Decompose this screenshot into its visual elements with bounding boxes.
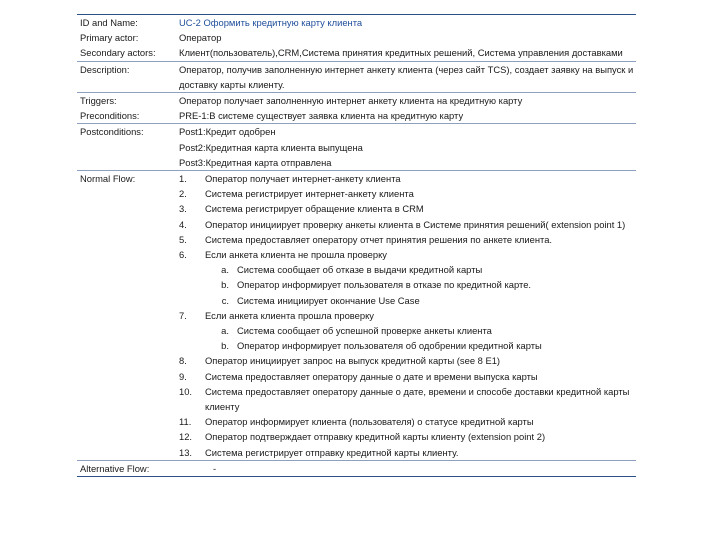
step-number: 13. (179, 446, 193, 458)
row-normal-flow (77, 171, 636, 461)
flow-step (179, 369, 636, 384)
flow-step (179, 414, 636, 429)
use-case-table (77, 14, 636, 477)
flow-step (179, 247, 636, 262)
postcondition-1: Post1:Кредит одобрен (179, 126, 276, 138)
flow-step (179, 217, 636, 232)
step-text: Система сообщает об отказе в выдачи кредитной карты (237, 264, 483, 276)
postcondition-3: Post3:Кредитная карта отправлена (179, 156, 332, 168)
step-text: Система инициирует окончание Use Case (237, 294, 420, 306)
step-number: a. (221, 264, 229, 276)
normal-flow-steps (179, 171, 636, 460)
step-text: Оператор подтверждает отправку кредитной карты клиенту (extension point 2) (205, 431, 546, 443)
value-preconditions: PRE-1:В системе существует заявка клиента на кредитную карту (179, 110, 464, 122)
step-number: 12. (179, 431, 193, 443)
step-text: Система сообщает об успешной проверке анкеты клиента (237, 325, 492, 337)
step-text: Система регистрирует интернет-анкету клиента (205, 188, 414, 200)
step-number: 4. (179, 218, 187, 230)
row-alternative-flow (77, 460, 636, 476)
row-primary-actor (77, 30, 636, 45)
label-secondary-actors: Secondary actors: (80, 47, 156, 59)
flow-substep (179, 293, 636, 308)
label-id: ID and Name: (77, 15, 176, 31)
row-secondary-actors (77, 45, 636, 61)
alternative-flow-value: - (213, 462, 217, 474)
step-text: Если анкета клиента не прошла проверку (205, 249, 387, 261)
flow-step (179, 445, 636, 460)
step-number: 7. (179, 309, 187, 321)
flow-step (179, 201, 636, 216)
flow-step (179, 353, 636, 368)
flow-step (179, 232, 636, 247)
step-text: Если анкета клиента прошла проверку (205, 309, 374, 321)
use-case-document (77, 14, 636, 477)
flow-step (179, 384, 636, 414)
flow-step (179, 308, 636, 323)
step-number: 8. (179, 355, 187, 367)
flow-substep (179, 323, 636, 338)
step-text: Оператор информирует клиента (пользователя) о статусе кредитной карты (205, 416, 534, 428)
row-preconditions (77, 108, 636, 124)
step-number: 5. (179, 233, 187, 245)
row-description (77, 61, 636, 92)
flow-substep (179, 262, 636, 277)
label-alternative-flow: Alternative Flow: (77, 460, 176, 476)
step-number: 11. (179, 416, 192, 428)
row-postconditions (77, 124, 636, 171)
label-primary-actor: Primary actor: (80, 32, 139, 44)
step-number: a. (221, 325, 229, 337)
step-number: 6. (179, 249, 187, 261)
value-normal-flow (176, 171, 636, 461)
label-description: Description: (77, 61, 176, 92)
label-postconditions: Postconditions: (77, 124, 176, 171)
flow-substep (179, 277, 636, 292)
step-number: 2. (179, 188, 187, 200)
label-preconditions: Preconditions: (80, 110, 140, 122)
step-number: b. (221, 340, 229, 352)
flow-step (179, 171, 636, 186)
step-text: Система предоставляет оператору данные о дате и времени выпуска карты (205, 370, 538, 382)
value-primary-actor: Оператор (179, 32, 222, 44)
step-text: Оператор инициирует запрос на выпуск кредитной карты (see 8 E1) (205, 355, 501, 367)
value-postconditions (176, 124, 636, 171)
value-description: Оператор, получив заполненную интернет анкету клиента (через сайт TCS), создает заявку на выпуск и доставку карты клиенту. (176, 61, 636, 92)
step-number: b. (221, 279, 229, 291)
step-number: c. (221, 294, 229, 306)
value-triggers: Оператор получает заполненную интернет анкету клиента на кредитную карту (176, 93, 636, 109)
step-text: Система регистрирует обращение клиента в CRM (205, 203, 424, 215)
value-secondary-actors: Клиент(пользователь),CRM,Система принятия кредитных решений, Система управления доставками (179, 47, 623, 59)
value-alternative-flow (176, 460, 636, 476)
step-text: Система предоставляет оператору данные о дате, времени и способе доставки кредитной карты клиенту (205, 385, 630, 413)
step-number: 1. (179, 173, 187, 185)
flow-substep (179, 338, 636, 353)
step-text: Оператор инициирует проверку анкеты клиента в Системе принятия решений( extension point 1) (205, 218, 626, 230)
row-id (77, 15, 636, 31)
step-number: 10. (179, 385, 193, 397)
flow-step (179, 186, 636, 201)
label-triggers: Triggers: (77, 93, 176, 109)
postcondition-2: Post2:Кредитная карта клиента выпущена (179, 141, 363, 153)
step-text: Оператор информирует пользователя в отказе по кредитной карте. (237, 279, 532, 291)
value-id: UC-2 Оформить кредитную карту клиента (176, 15, 636, 31)
step-text: Оператор информирует пользователя об одобрении кредитной карты (237, 340, 542, 352)
step-text: Система регистрирует отправку кредитной карты клиенту. (205, 446, 459, 458)
step-number: 9. (179, 370, 187, 382)
flow-step (179, 429, 636, 444)
step-text: Оператор получает интернет-анкету клиента (205, 173, 401, 185)
row-triggers (77, 93, 636, 109)
step-number: 3. (179, 203, 187, 215)
label-normal-flow: Normal Flow: (77, 171, 176, 461)
step-text: Система предоставляет оператору отчет принятия решения по анкете клиента. (205, 233, 553, 245)
